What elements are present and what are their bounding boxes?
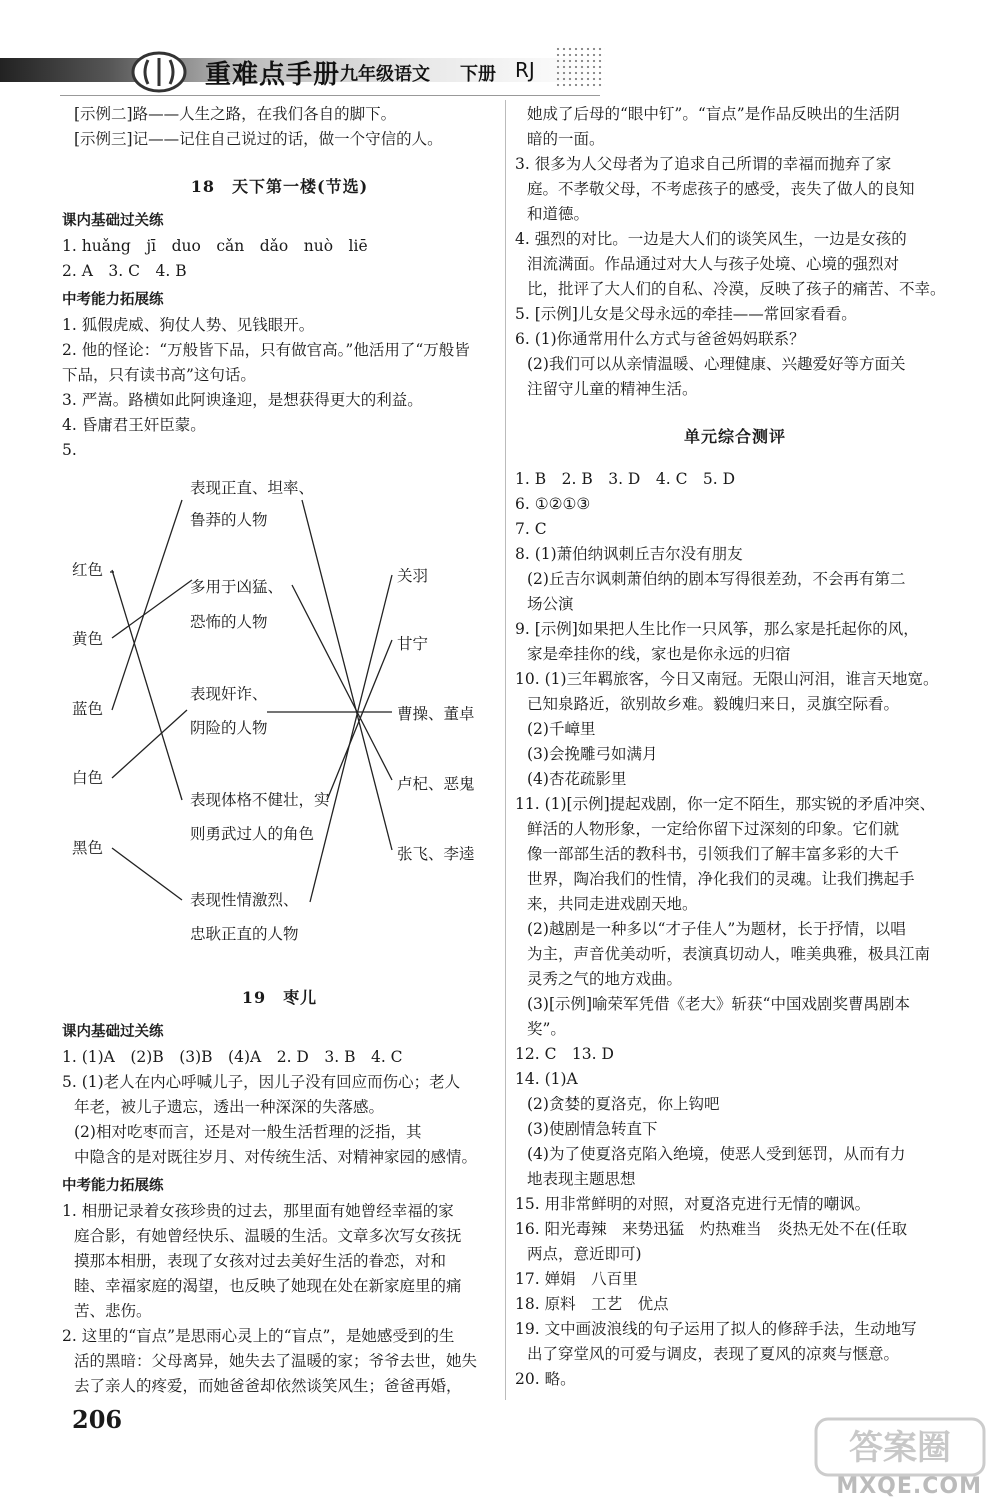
- trait-label: 表现体格不健壮，实: [190, 791, 330, 809]
- answer-line: 为主，声音优美动听，表演真切动人，唯美典雅，极具江南: [527, 945, 931, 963]
- answer-line: 3. 严嵩。路横如此阿谀逢迎，是想获得更大的利益。: [62, 391, 423, 409]
- answer-line: 16. 阳光毒辣 来势迅猛 灼热难当 炎热无处不在(任取: [515, 1220, 908, 1238]
- answer-line: 12. C 13. D: [515, 1045, 614, 1063]
- color-label: 黑色: [72, 839, 104, 857]
- answer-line: 家是牵挂你的线，家也是你永远的归宿: [527, 645, 791, 663]
- trait-label: 忠耿正直的人物: [190, 925, 299, 943]
- unit-review-title: 单元综合测评: [683, 427, 786, 446]
- header-rule: [60, 95, 600, 96]
- answer-line: 泪流满面。作品通过对大人与孩子处境、心境的强烈对: [527, 255, 900, 273]
- answer-line: 1. huǎng jī duo cǎn dǎo nuò liē: [62, 237, 368, 255]
- answer-line: 中隐含的是对既往岁月、对传统生活、对精神家园的感情。: [74, 1148, 478, 1166]
- answer-line: 灵秀之气的地方戏曲。: [527, 970, 683, 988]
- answer-line: (2)贪婪的夏洛克，你上钩吧: [527, 1095, 720, 1113]
- answer-line: 6. (1)你通常用什么方式与爸爸妈妈联系？: [515, 330, 805, 348]
- character-label: 张飞、李逵: [397, 845, 475, 863]
- answer-line: 1. 相册记录着女孩珍贵的过去，那里面有她曾经幸福的家: [62, 1202, 454, 1220]
- answer-line: 2. 这里的“盲点”是思雨心灵上的“盲点”，是她感受到的生: [62, 1327, 455, 1345]
- trait-label: 阴险的人物: [190, 719, 268, 737]
- answer-line: 1. B 2. B 3. D 4. C 5. D: [515, 470, 736, 488]
- answer-line: 地表现主题思想: [527, 1170, 636, 1188]
- answer-line: 9. [示例]如果把人生比作一只风筝，那么家是托起你的风，: [515, 620, 919, 638]
- color-label: 蓝色: [72, 700, 104, 718]
- watermark-stamp-text: 答案圈: [849, 1428, 951, 1468]
- answer-line: 活的黑暗：父母离异，她失去了温暖的家；爷爷去世，她失: [74, 1352, 478, 1370]
- answer-line: 2. 他的怪论：“万般皆下品，只有做官高。”他活用了“万般皆: [62, 341, 470, 359]
- book-logo-icon: [130, 50, 188, 94]
- answer-line: (3)使剧情急转直下: [527, 1120, 658, 1138]
- answer-line: 两点，意近即可): [527, 1245, 642, 1263]
- color-label: 红色: [72, 561, 104, 579]
- edition: RJ: [515, 58, 535, 82]
- answer-line: 5.: [62, 441, 77, 459]
- trait-label: 多用于凶猛、: [190, 578, 284, 596]
- answer-line: 苦、悲伤。: [74, 1302, 152, 1320]
- column-divider: [505, 100, 506, 1400]
- lesson-18-title: 18 天下第一楼(节选): [190, 177, 369, 196]
- color-label: 黄色: [72, 630, 104, 648]
- answer-line: 庭合影，有她曾经快乐、温暖的生活。文章多次写女孩抚: [74, 1227, 462, 1245]
- answer-line: 和道德。: [527, 205, 590, 223]
- answer-line: (2)丘吉尔讽刺萧伯纳的剧本写得很差劲，不会再有第二: [527, 570, 906, 588]
- answer-line: (2)相对吃枣而言，还是对一般生活哲理的泛指，其: [74, 1123, 422, 1141]
- answer-line: (4)为了使夏洛克陷入绝境，使恶人受到惩罚，从而有力: [527, 1145, 906, 1163]
- volume: 下册: [460, 64, 496, 85]
- answer-line: 年老，被儿子遗忘，透出一种深深的失落感。: [74, 1098, 385, 1116]
- right-column: [515, 102, 955, 1392]
- answer-line: 14. (1)A: [515, 1070, 578, 1088]
- trait-label: 则勇武过人的角色: [190, 825, 315, 843]
- answer-line: 3. 很多为人父母者为了追求自己所谓的幸福而抛弃了家: [515, 155, 892, 173]
- answer-line: 摸那本相册，表现了女孩对过去美好生活的眷恋，对和: [74, 1252, 447, 1270]
- answer-line: 睦、幸福家庭的渴望，也反映了她现在处在新家庭里的痛: [74, 1277, 462, 1295]
- answer-line: [示例二]路——人生之路，在我们各自的脚下。: [74, 105, 397, 123]
- answer-line: 17. 婵娟 八百里: [515, 1270, 638, 1288]
- book-title: 重难点手册: [205, 60, 341, 90]
- basic-heading: 课内基础过关练: [62, 1024, 164, 1040]
- answer-line: (2)越剧是一种多以“才子佳人”为题材，长于抒情，以唱: [527, 920, 906, 938]
- answer-line: 19. 文中画波浪线的句子运用了拟人的修辞手法，生动地写: [515, 1320, 917, 1338]
- answer-line: 4. 强烈的对比。一边是大人们的谈笑风生，一边是女孩的: [515, 230, 907, 248]
- left-column: [62, 102, 497, 463]
- answer-line: 出了穿堂风的可爱与调皮，表现了夏风的凉爽与惬意。: [527, 1345, 900, 1363]
- answer-line: 7. C: [515, 520, 547, 538]
- color-label: 白色: [72, 769, 104, 787]
- header-dot-pattern: [555, 46, 605, 90]
- answer-line: (4)杏花疏影里: [527, 770, 627, 788]
- matching-diagram: [62, 470, 492, 960]
- answer-line: 5. (1)老人在内心呼喊儿子，因儿子没有回应而伤心；老人: [62, 1073, 461, 1091]
- trait-label: 表现奸诈、: [190, 685, 268, 703]
- trait-label: 恐怖的人物: [190, 613, 268, 631]
- watermark-text: MXQE.COM: [836, 1474, 982, 1499]
- answer-line: 像一部部生活的教科书，引领我们了解丰富多彩的大千: [527, 845, 900, 863]
- extension-heading: 中考能力拓展练: [62, 292, 164, 308]
- grade-subject: 九年级语文: [340, 64, 430, 85]
- answer-line: 世界，陶冶我们的性情，净化我们的灵魂。让我们携起手: [527, 870, 915, 888]
- answer-line: 15. 用非常鲜明的对照，对夏洛克进行无情的嘲讽。: [515, 1195, 871, 1213]
- answer-line: 10. (1)三年羁旅客，今日又南冠。无限山河泪，谁言天地宽。: [515, 670, 939, 688]
- answer-line: (3)会挽雕弓如满月: [527, 745, 658, 763]
- basic-heading: 课内基础过关练: [62, 213, 164, 229]
- answer-line: 场公演: [527, 595, 574, 613]
- answer-line: [示例三]记——记住自己说过的话，做一个守信的人。: [74, 130, 443, 148]
- trait-label: 表现性情激烈、: [190, 891, 299, 909]
- trait-label: 表现正直、坦率、: [190, 479, 315, 497]
- answer-line: 来，共同走进戏剧天地。: [527, 895, 698, 913]
- extension-heading: 中考能力拓展练: [62, 1178, 164, 1194]
- page-header: [0, 40, 1000, 100]
- answer-line: 庭。不孝敬父母，不考虑孩子的感受，丧失了做人的良知: [527, 180, 915, 198]
- answer-line: 比，批评了大人们的自私、冷漠，反映了孩子的痛苦、不幸。: [527, 280, 946, 298]
- answer-line: 奖”。: [527, 1020, 566, 1038]
- lesson-19-section: [62, 975, 497, 1399]
- answer-line: (3)[示例]喻荣军凭借《老大》斩获“中国戏剧奖曹禺剧本: [527, 995, 910, 1013]
- page-number: 206: [72, 1405, 123, 1434]
- answer-line: (2)千嶂里: [527, 720, 596, 738]
- answer-line: 鲜活的人物形象，一定给你留下过深刻的印象。它们就: [527, 820, 900, 838]
- answer-line: 暗的一面。: [527, 130, 605, 148]
- answer-line: 注留守儿童的精神生活。: [527, 380, 698, 398]
- answer-line: 4. 昏庸君王奸臣蒙。: [62, 416, 206, 434]
- answer-line: 1. 狐假虎威、狗仗人势、见钱眼开。: [62, 316, 315, 334]
- answer-line: 11. (1)[示例]提起戏剧，你一定不陌生，那实锐的矛盾冲突、: [515, 795, 936, 813]
- answer-line: 5. [示例]儿女是父母永远的牵挂——常回家看看。: [515, 305, 857, 323]
- answer-line: 去了亲人的疼爱，而她爸爸却依然谈笑风生；爸爸再婚，: [74, 1377, 462, 1395]
- answer-line: 8. (1)萧伯纳讽刺丘吉尔没有朋友: [515, 545, 743, 563]
- character-label: 卢杞、恶鬼: [397, 775, 475, 793]
- answer-line: 她成了后母的“眼中钉”。“盲点”是作品反映出的生活阴: [527, 105, 900, 123]
- answer-line: 2. A 3. C 4. B: [62, 262, 187, 280]
- answer-line: 20. 略。: [515, 1370, 576, 1388]
- answer-line: 18. 原料 工艺 优点: [515, 1295, 669, 1313]
- trait-label: 鲁莽的人物: [190, 511, 268, 529]
- answer-line: 6. ①②①③: [515, 495, 591, 513]
- character-label: 关羽: [397, 567, 429, 585]
- character-label: 甘宁: [397, 635, 429, 653]
- lesson-19-title: 19 枣儿: [241, 988, 318, 1007]
- answer-line: 1. (1)A (2)B (3)B (4)A 2. D 3. B 4. C: [62, 1048, 403, 1066]
- answer-line: 下品，只有读书高”这句话。: [62, 366, 256, 384]
- answer-line: 已知泉路近，欲别故乡难。毅魄归来日，灵旗空际看。: [527, 695, 900, 713]
- answer-line: (2)我们可以从亲情温暖、心理健康、兴趣爱好等方面关: [527, 355, 906, 373]
- character-label: 曹操、董卓: [397, 705, 475, 723]
